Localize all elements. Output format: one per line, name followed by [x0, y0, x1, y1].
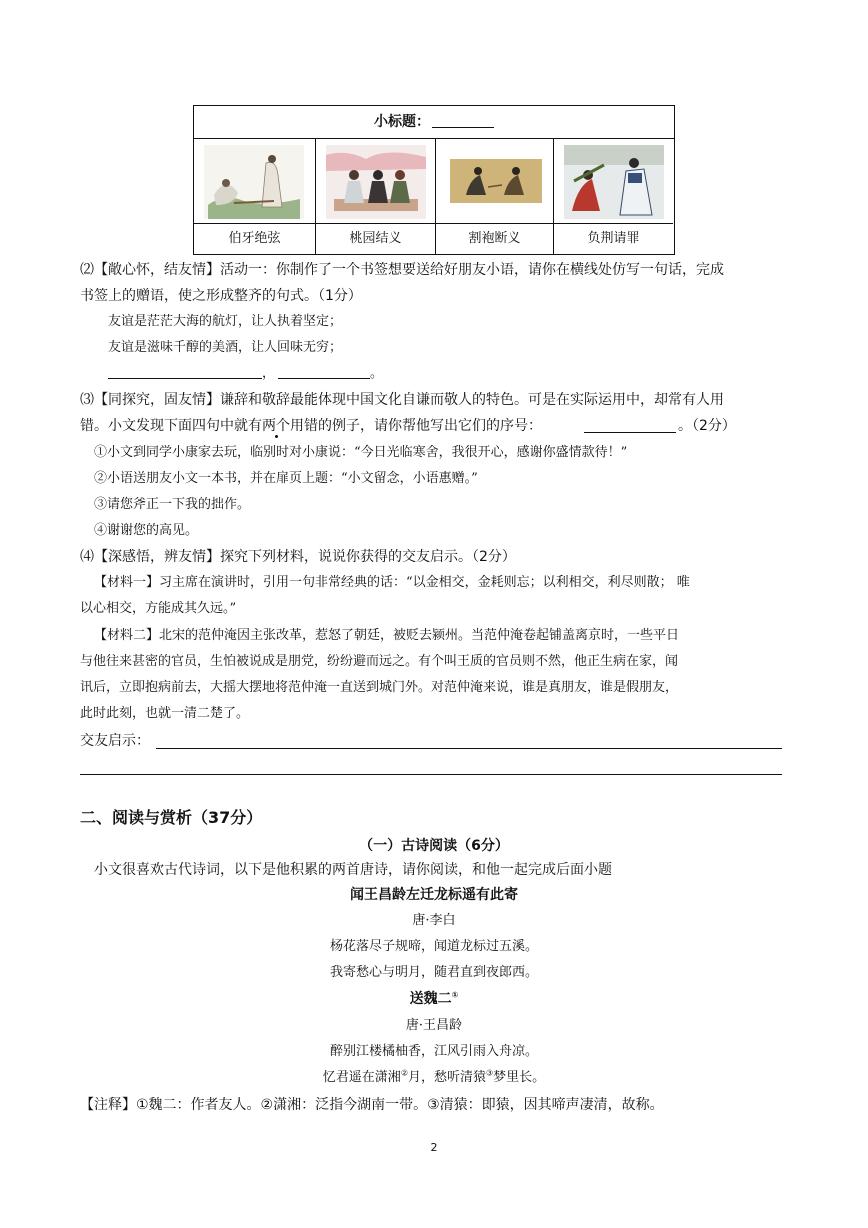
- poem2-line2-a: 忆君遥在潇湘: [322, 1070, 401, 1085]
- page-number: 2: [430, 1141, 438, 1154]
- q3-item2: ②小语送朋友小文一本书，并在扉页上题：“小文留念，小语惠赠。”: [94, 471, 478, 486]
- poem2-author: 唐·王昌龄: [405, 1018, 463, 1033]
- q2-line2: 书签上的赠语，使之形成整齐的句式。（1分）: [80, 288, 362, 304]
- poem2-note-mark-2: ②: [400, 1068, 408, 1078]
- q3-item3: ③请您斧正一下我的拙作。: [94, 497, 251, 512]
- q3-line1: ⑶【同探究，固友情】谦辞和敬辞最能体现中国文化自谦而敬人的特色。可是在实际运用中，却常有人用: [80, 392, 724, 408]
- q4-answer-line-1[interactable]: [156, 748, 782, 749]
- poem2-title: [0, 989, 868, 1009]
- q4-line1: ⑷【深感悟，辨友情】探究下列材料，说说你获得的交友启示。（2分）: [80, 549, 516, 565]
- q3-line2: [80, 416, 542, 436]
- chapter-title-table: [193, 105, 675, 255]
- q2-comma: ，: [262, 366, 276, 381]
- q3-item1: ①小文到同学小康家去玩，临别时对小康说：“今日光临寒舍，我很开心，感谢你盛情款待！”: [94, 445, 628, 460]
- poem2-line1: 醉别江楼橘柚香，江风引雨入舟凉。: [329, 1044, 538, 1059]
- section2-heading: 二、阅读与赏析（37分）: [80, 808, 263, 827]
- q2-line1: ⑵【敞心怀，结友情】活动一：你制作了一个书签想要送给好朋友小语，请你在横线处仿写一句话，完成: [80, 262, 724, 278]
- q4-material2-c: 讯后，立即抱病前去，大摇大摆地将范仲淹一直送到城门外。对范仲淹来说，谁是真朋友，谁是假朋友，: [80, 680, 679, 695]
- q4-answer-line-2[interactable]: [80, 774, 782, 775]
- fujing-painting-image: [564, 145, 664, 219]
- annotation-notes: 【注释】①魏二：作者友人。②潇湘：泛指今湖南一带。③清猿：即猿，因其啼声凄清，故称。: [80, 1097, 664, 1113]
- poem2-title-text: 送魏二: [409, 991, 452, 1007]
- table-cell-4: [554, 139, 673, 254]
- taoyuan-painting-image: [326, 145, 426, 219]
- q3-score: 。（2分）: [678, 418, 736, 434]
- q4-answer-label: 交友启示：: [80, 733, 150, 749]
- q2-answer-blank-1[interactable]: [108, 378, 262, 379]
- q2-example1: 友谊是茫茫大海的航灯，让人执着坚定；: [108, 314, 343, 329]
- subtitle-label: 小标题：: [374, 114, 430, 130]
- q4-material2-b: 与他往来甚密的官员，生怕被说成是朋党，纷纷避而远之。有个叫王质的官员则不然，他正生病在家，闻: [80, 654, 679, 669]
- poem2-line2-c: 梦里长。: [493, 1070, 546, 1085]
- q4-material1-a: 【材料一】习主席在演讲时，引用一句非常经典的话：“以金相交，金耗则忘；以利相交，利尽则散； 唯: [94, 575, 690, 590]
- section2-subheading: （一）古诗阅读（6分）: [359, 838, 509, 854]
- gepao-painting-image: [446, 145, 546, 219]
- table-cell-2: [316, 139, 436, 254]
- table-header: [194, 106, 674, 139]
- caption-4: 负荆请罪: [554, 223, 673, 254]
- q2-example2: 友谊是滋味千醇的美酒，让人回味无穷；: [108, 340, 343, 355]
- boya-painting-image: [204, 145, 304, 219]
- q3-item4: ④谢谢您的高见。: [94, 523, 199, 538]
- q4-material1-b: 以心相交，方能成其久远。”: [80, 601, 237, 616]
- poem1-title: 闻王昌龄左迁龙标遥有此寄: [350, 887, 518, 903]
- q4-material2-a: 【材料二】北宋的范仲淹因主张改革，惹怒了朝廷，被贬去颍州。当范仲淹卷起铺盖离京时，一些平日: [94, 628, 680, 643]
- q4-material2-d: 此时此刻，也就一清二楚了。: [80, 706, 250, 721]
- poem2-line2-b: 月，愁听清猿: [407, 1070, 486, 1085]
- poem1-author: 唐·李白: [412, 913, 456, 928]
- q2-period: 。: [370, 366, 384, 381]
- subtitle-blank[interactable]: [432, 111, 494, 128]
- poem1-line2: 我寄愁心与明月，随君直到夜郎西。: [329, 965, 538, 980]
- q2-answer-blank-2[interactable]: [278, 378, 370, 379]
- q3-line2-b: 用错的例子，请你帮他写出它们的序号：: [290, 418, 542, 434]
- poem2-line2: [0, 1068, 868, 1088]
- caption-1: 伯牙绝弦: [194, 223, 315, 254]
- q3-emphasis: 两个: [262, 418, 290, 434]
- q3-answer-blank[interactable]: [584, 432, 676, 433]
- poem1-line1: 杨花落尽子规啼，闻道龙标过五溪。: [329, 939, 538, 954]
- section2-intro: 小文很喜欢古代诗词，以下是他积累的两首唐诗，请你阅读，和他一起完成后面小题: [94, 862, 612, 878]
- q3-line2-a: 错。小文发现下面四句中就有: [80, 418, 262, 434]
- caption-3: 割袍断义: [436, 223, 553, 254]
- table-cell-3: [436, 139, 554, 254]
- poem2-title-note: ①: [451, 990, 459, 1000]
- caption-2: 桃园结义: [316, 223, 435, 254]
- poem2-note-mark-3: ③: [486, 1068, 494, 1078]
- table-cell-1: [194, 139, 316, 254]
